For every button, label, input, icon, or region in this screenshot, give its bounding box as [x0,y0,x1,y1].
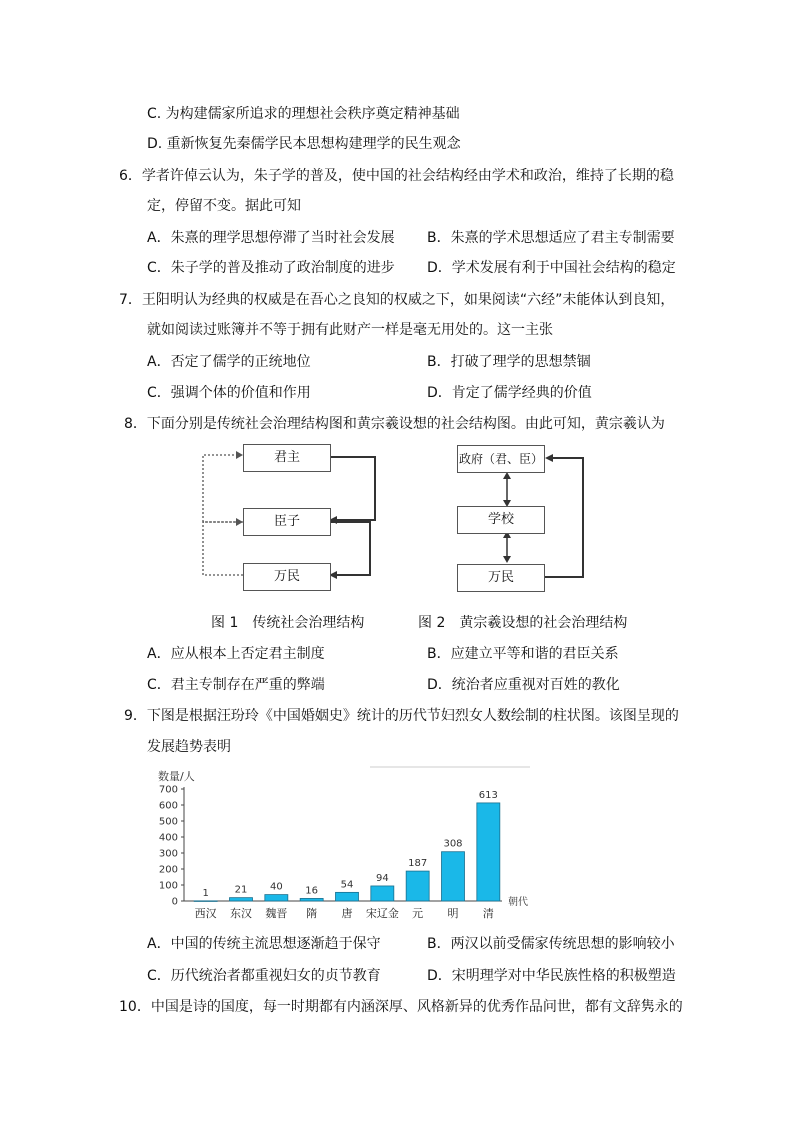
chart-bar [194,901,217,902]
chart-data-label: 21 [234,884,248,896]
chart-category-label: 魏晋 [265,907,288,920]
q8-option-a: A．应从根本上否定君主制度 [147,646,325,662]
chart-category-label: 隋 [306,907,318,920]
chart-bar [442,852,465,901]
fig2-box-government: 政府（君、臣） [457,445,545,473]
q5-option-d: D. 重新恢复先秦儒学民本思想构建理学的民生观念 [147,136,461,152]
q9-option-a: A．中国的传统主流思想逐渐趋于保守 [147,936,381,952]
chart-data-label: 54 [340,879,354,891]
chart-data-label: 40 [269,881,283,893]
chart-y-tick-label: 0 [171,896,178,908]
chart-y-tick-label: 600 [158,800,178,812]
q6-option-b: B．朱熹的学术思想适应了君主专制需要 [427,230,675,246]
fig1-dotted-arrow-lower [203,522,243,575]
chart-bar [371,886,394,901]
chart-data-label: 613 [478,789,498,801]
fig2-return-arrow [545,458,583,577]
q9-stem-line1: 9．下图是根据汪玢玲《中国婚姻史》统计的历代节妇烈女人数绘制的柱状图。该图呈现的 [124,708,679,724]
chart-y-tick-label: 300 [158,848,178,860]
chart-data-label: 16 [305,885,319,897]
chart-category-label: 西汉 [194,907,217,920]
q6-stem-line1: 6．学者许倬云认为，朱子学的普及，使中国的社会结构经由学术和政治，维持了长期的稳 [119,168,674,184]
q9-option-c: C．历代统治者都重视妇女的贞节教育 [147,968,381,984]
fig1-dotted-arrow-upper [203,455,243,522]
chart-y-tick-label: 500 [158,816,178,828]
bar-chart [140,762,540,927]
chart-y-axis-title: 数量/人 [158,770,195,783]
chart-category-label: 明 [447,907,459,920]
chart-bar [477,803,500,901]
q8-stem: 8．下面分别是传统社会治理结构图和黄宗羲设想的社会结构图。由此可知，黄宗羲认为 [124,416,665,432]
q6-option-a: A．朱熹的理学思想停滞了当时社会发展 [147,230,395,246]
q7-stem-line1: 7．王阳明认为经典的权威是在吾心之良知的权威之下，如果阅读“六经”未能体认到良知， [119,292,675,308]
chart-data-label: 187 [408,858,428,870]
chart-bar [406,871,429,901]
fig1-box-monarch: 君主 [243,444,331,472]
chart-category-label: 宋辽金 [365,907,399,920]
q9-stem-line2: 发展趋势表明 [147,739,231,755]
figure-1-caption: 图 1 传统社会治理结构 [211,615,365,631]
chart-y-tick-label: 700 [158,784,178,796]
q8-option-b: B．应建立平等和谐的君臣关系 [427,646,619,662]
chart-bar [230,898,253,901]
fig1-box-ministers: 臣子 [243,508,331,536]
chart-bar [300,898,323,901]
q7-option-a: A．否定了儒学的正统地位 [147,354,311,370]
chart-data-label: 1 [202,887,209,899]
chart-y-tick-label: 100 [158,880,178,892]
q5-option-c: C. 为构建儒家所追求的理想社会秩序奠定精神基础 [147,106,460,122]
q7-stem-line2: 就如阅读过账簿并不等于拥有此财产一样是毫无用处的。这一主张 [147,322,553,338]
chart-category-label: 清 [482,907,494,920]
figure-2-caption: 图 2 黄宗羲设想的社会治理结构 [418,615,628,631]
fig1-solid-arrow-upper [330,457,375,520]
q7-option-d: D．肯定了儒学经典的价值 [427,385,592,401]
chart-data-label: 308 [443,838,463,850]
q6-stem-line2: 定，停留不变。据此可知 [147,198,301,214]
chart-bar [265,895,288,901]
chart-x-axis-title: 朝代 [508,897,528,908]
q9-option-d: D．宋明理学对中华民族性格的积极塑造 [427,968,676,984]
q7-option-b: B．打破了理学的思想禁锢 [427,354,591,370]
chart-category-label: 元 [412,907,424,920]
q8-option-d: D．统治者应重视对百姓的教化 [427,677,620,693]
chart-bar [336,892,359,901]
q6-option-c: C．朱子学的普及推动了政治制度的进步 [147,260,395,276]
fig2-box-school: 学校 [457,506,545,534]
chart-y-tick-label: 400 [158,832,178,844]
q10-stem-line1: 10．中国是诗的国度，每一时期都有内涵深厚、风格新异的优秀作品问世，都有文辞隽永的 [119,999,683,1015]
q7-option-c: C．强调个体的价值和作用 [147,385,311,401]
q6-option-d: D．学术发展有利于中国社会结构的稳定 [427,260,676,276]
chart-data-label: 94 [375,872,389,884]
fig1-box-people: 万民 [243,563,331,591]
chart-y-tick-label: 200 [158,864,178,876]
fig1-solid-arrow-lower [330,522,370,575]
chart-category-label: 唐 [341,907,353,920]
q8-option-c: C．君主专制存在严重的弊端 [147,677,325,693]
q9-option-b: B．两汉以前受儒家传统思想的影响较小 [427,936,675,952]
fig2-box-people: 万民 [457,564,545,592]
chart-category-label: 东汉 [230,907,252,920]
